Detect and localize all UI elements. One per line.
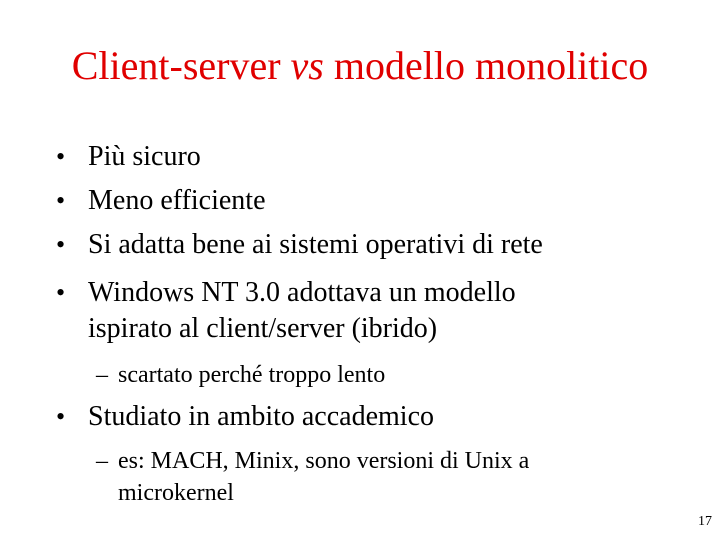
bullet-item: Meno efficiente — [88, 185, 266, 216]
bullet-marker: • — [56, 402, 66, 431]
sub-bullet-marker: – — [96, 448, 108, 474]
sub-bullet-marker: – — [96, 362, 108, 388]
title-main: Client-server — [71, 43, 291, 88]
bullet-item: Più sicuro — [88, 141, 201, 172]
page-number: 17 — [698, 514, 712, 529]
bullet-marker: • — [56, 230, 66, 259]
sub-bullet-item: scartato perché troppo lento — [118, 362, 386, 388]
title-rest: modello monolitico — [323, 43, 649, 88]
bullet-marker: • — [56, 278, 66, 307]
bullet-item: Windows NT 3.0 adottava un modello — [88, 277, 516, 308]
bullet-item-continuation: ispirato al client/server (ibrido) — [88, 313, 438, 344]
title-vs: vs — [290, 43, 324, 88]
sub-bullet-item: es: MACH, Minix, sono versioni di Unix a — [118, 448, 530, 474]
bullet-marker: • — [56, 142, 66, 171]
bullet-item: Studiato in ambito accademico — [88, 401, 435, 432]
sub-bullet-continuation: microkernel — [118, 480, 234, 506]
bullet-item: Si adatta bene ai sistemi operativi di rete — [88, 229, 543, 260]
slide-title — [0, 44, 720, 88]
bullet-marker: • — [56, 186, 66, 215]
